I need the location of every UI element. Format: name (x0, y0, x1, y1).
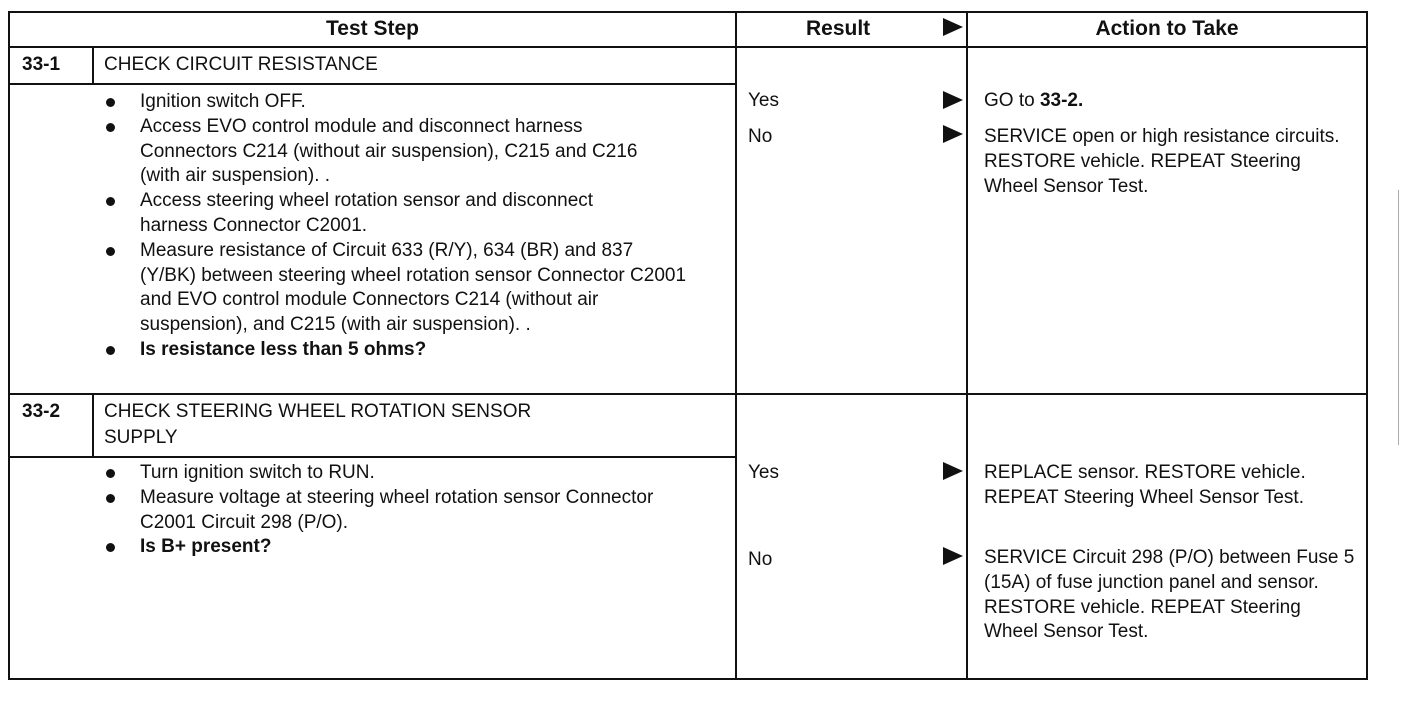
step-title: CHECK CIRCUIT RESISTANCE (104, 54, 378, 75)
step-code: 33-2 (22, 401, 61, 422)
step-bullets (102, 90, 732, 363)
action-text: SERVICE open or high resistance circuits. RESTORE vehicle. REPEAT Steering Wheel Sensor Test. (984, 126, 1340, 197)
header-test-step: Test Step (326, 17, 419, 40)
step-33-2-title-border (8, 456, 736, 458)
bullet-item: Measure voltage at steering wheel rotation sensor Connector C2001 Circuit 298 (P/O). (102, 486, 732, 536)
step-33-1-title-border (8, 83, 736, 85)
result-arrow-icon (943, 547, 963, 565)
header-result: Result (806, 17, 871, 40)
table-left-border (8, 11, 10, 680)
action-text: SERVICE Circuit 298 (P/O) between Fuse 5 (15A) of fuse junction panel and sensor. RESTORE vehicle. REPEAT Steering Wheel Sensor Test. (984, 547, 1355, 643)
table-top-border (8, 11, 1368, 13)
scan-edge-line (1398, 190, 1399, 445)
result-arrow-icon (943, 91, 963, 109)
header-arrow-icon (943, 18, 963, 36)
step-bullets (102, 461, 732, 560)
goto-step-link: 33-2 (1039, 90, 1078, 111)
step-code: 33-1 (22, 54, 61, 75)
step-divider (8, 393, 1368, 395)
action-text: GO to 33-2. (984, 90, 1084, 111)
result-arrow-icon (943, 462, 963, 480)
header-bottom-border (8, 46, 1368, 48)
teststep-column-border (735, 11, 737, 680)
step-title-line: SUPPLY (104, 427, 178, 448)
result-arrow-icon (943, 125, 963, 143)
result-yes: Yes (748, 90, 779, 111)
result-yes: Yes (748, 462, 779, 483)
table-right-border (1366, 11, 1368, 680)
bullet-question: Is B+ present? (102, 535, 732, 560)
bullet-item: Access EVO control module and disconnect harness Connectors C214 (without air suspension), C215 and C216 (with air suspension). . (102, 115, 732, 189)
bullet-item: Ignition switch OFF. (102, 90, 732, 115)
result-no: No (748, 549, 773, 570)
result-column-border (966, 11, 968, 680)
bullet-item: Measure resistance of Circuit 633 (R/Y), 634 (BR) and 837 (Y/BK) between steering wheel rotation sensor Connector C2001 and EVO control module Connectors C214 (without air suspension), and C215 (with air suspension). . (102, 239, 732, 338)
result-no: No (748, 126, 773, 147)
action-text: REPLACE sensor. RESTORE vehicle. REPEAT Steering Wheel Sensor Test. (984, 462, 1306, 508)
step-title-line: CHECK STEERING WHEEL ROTATION SENSOR (104, 401, 532, 422)
bullet-item: Turn ignition switch to RUN. (102, 461, 732, 486)
code-column-border-1 (92, 46, 94, 85)
bullet-item: Access steering wheel rotation sensor and disconnect harness Connector C2001. (102, 189, 732, 239)
table-bottom-border (8, 678, 1368, 680)
bullet-question: Is resistance less than 5 ohms? (102, 338, 732, 363)
header-action: Action to Take (1095, 17, 1239, 40)
code-column-border-2 (92, 393, 94, 458)
